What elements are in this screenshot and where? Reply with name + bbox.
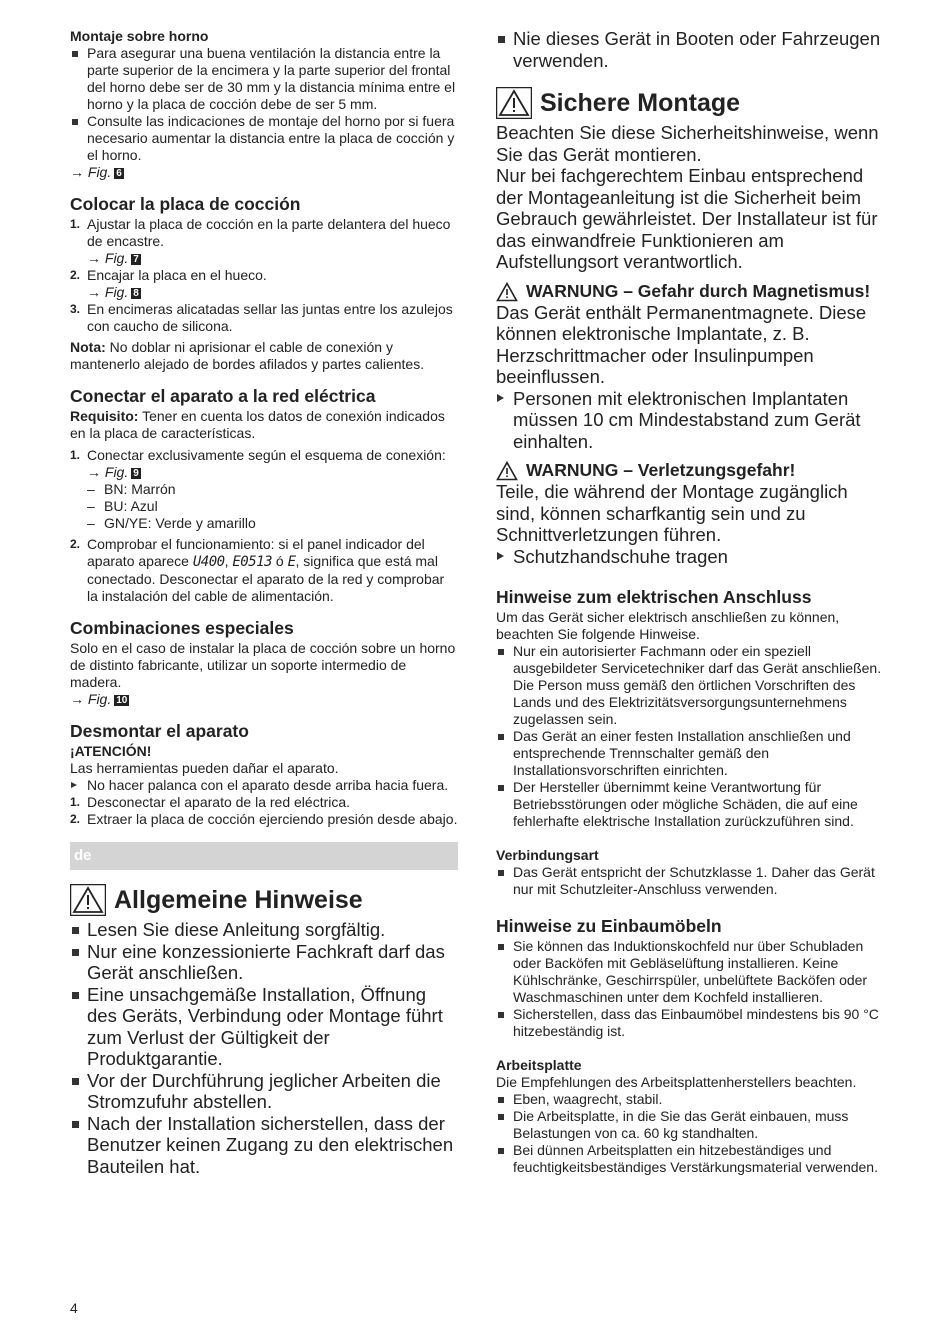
section-title: Allgemeine Hinweise [114, 886, 363, 914]
list-item: – GN/YE: Verde y amarillo [87, 515, 458, 532]
action-list [496, 388, 888, 453]
warning-heading [496, 460, 888, 481]
list-item: Der Hersteller übernimmt keine Verantwortung für Betriebsstörungen oder mögliche Schäden, die auf eine fehlerhafte elektrische Installation zurückzuführen sind. [496, 779, 888, 830]
paragraph: Beachten Sie diese Sicherheitshinweise, wenn Sie das Gerät montieren. [496, 122, 879, 165]
section-elektrischer-anschluss [496, 587, 888, 898]
left-column [70, 28, 458, 1177]
section-heading [496, 87, 888, 119]
attention-label: ¡ATENCIÓN! [70, 743, 152, 759]
numbered-list [70, 216, 458, 335]
figure-reference: → Fig. 8 [87, 284, 139, 300]
list-item: – BN: Marrón [87, 481, 458, 498]
paragraph: Solo en el caso de instalar la placa de cocción sobre un horno de distinto fabricante, utilizar un soporte intermedio de madera. [70, 640, 456, 690]
list-item: Schutzhandschuhe tragen [496, 546, 888, 568]
section-title: Conectar el aparato a la red eléctrica [70, 386, 376, 406]
note: Nota: No doblar ni aprisionar el cable de conexión y mantenerlo alejado de bordes afilados y partes calientes. [70, 339, 425, 372]
section-title: Hinweise zum elektrischen Anschluss [496, 587, 812, 607]
step-number: 3. [70, 302, 81, 316]
warning-heading [496, 281, 888, 302]
warning-title: WARNUNG – Gefahr durch Magnetismus! [526, 280, 871, 301]
display-code: E [287, 554, 296, 570]
step-number: 2. [70, 268, 81, 282]
section-heading [70, 884, 458, 916]
step-number: 1. [70, 217, 81, 231]
step-number: 2. [70, 537, 81, 551]
figure-number: 6 [116, 168, 122, 179]
list-item: 3. En encimeras alicatadas sellar las juntas entre los azulejos con caucho de silicona. [70, 301, 453, 334]
arrow-icon: → [87, 250, 101, 266]
section-einbaumoebel [496, 916, 888, 1176]
list-item: Sie können das Induktionskochfeld nur über Schubladen oder Backöfen mit Gebläselüftung installieren. Keine Kühlschränke, Geschirrspüler, unbelüftete Backöfen oder Waschmaschinen unter dem Kochfeld installieren. [496, 938, 888, 1006]
step-number: 2. [70, 812, 81, 826]
section-title: Hinweise zu Einbaumöbeln [496, 916, 722, 936]
display-code: E0513 [232, 554, 273, 570]
list-item: Bei dünnen Arbeitsplatten ein hitzebeständiges und feuchtigkeitsbeständiges Verstärkungsmaterial verwenden. [496, 1142, 888, 1176]
figure-number: 10 [116, 695, 128, 706]
warning-icon [496, 87, 532, 119]
warning-icon [70, 884, 106, 916]
list-item: Das Gerät entspricht der Schutzklasse 1. Daher das Gerät nur mit Schutzleiter-Anschluss verwenden. [496, 864, 888, 898]
list-item: Eine unsachgemäße Installation, Öffnung des Geräts, Verbindung oder Montage führt zum Verlust der Gültigkeit der Produktgarantie. [70, 984, 458, 1070]
arrow-icon: → [87, 284, 101, 300]
section-title: Desmontar el aparato [70, 721, 249, 741]
bullet-list [496, 643, 888, 830]
paragraph: Das Gerät enthält Permanentmagnete. Diese können elektronische Implantate, z. B. Herzschrittmacher oder Insulinpumpen beeinflussen. [496, 301, 867, 387]
list-item: Nur eine konzessionierte Fachkraft darf das Gerät anschließen. [70, 941, 458, 984]
step-number: 1. [70, 448, 81, 462]
numbered-list [70, 447, 458, 605]
list-item: 1. Conectar exclusivamente según el esquema de conexión: → Fig. 9 – BN: Marrón – BU: Azul – GN/YE: Verde y amarillo [70, 447, 458, 532]
figure-reference: → Fig. 7 [87, 250, 139, 266]
page-number: 4 [70, 1300, 78, 1316]
warning-icon [496, 461, 518, 481]
list-item: 2. Extraer la placa de cocción ejerciendo presión desde abajo. [70, 811, 458, 827]
bullet-list [496, 864, 888, 898]
list-item: Die Arbeitsplatte, in die Sie das Gerät einbauen, muss Belastungen von ca. 60 kg standhalten. [496, 1108, 888, 1142]
section-title: Montaje sobre horno [70, 28, 209, 44]
warning-icon [496, 282, 518, 302]
section-combinaciones [70, 618, 458, 708]
action-list [496, 546, 888, 568]
list-item: Vor der Durchführung jeglicher Arbeiten die Stromzufuhr abstellen. [70, 1070, 458, 1113]
requirement: Requisito: Tener en cuenta los datos de conexión indicados en la placa de características. [70, 408, 445, 441]
section-desmontar [70, 721, 458, 828]
attention-text: Las herramientas pueden dañar el aparato. [70, 760, 339, 776]
list-item: 2. Comprobar el funcionamiento: si el panel indicador del aparato aparece U400, E0513 ó E, significa que está mal conectado. Desconectar el aparato de la red y comprobar la instalación del cable de alimentación. [70, 536, 445, 604]
subsection-title: Arbeitsplatte [496, 1057, 582, 1073]
section-title: Sichere Montage [540, 89, 741, 117]
figure-number: 8 [133, 288, 139, 299]
bullet-list [70, 919, 458, 1177]
figure-number: 7 [133, 254, 139, 265]
list-item: – BU: Azul [87, 498, 458, 515]
step-number: 1. [70, 795, 81, 809]
list-item: Lesen Sie diese Anleitung sorgfältig. [70, 919, 458, 941]
section-colocar [70, 194, 458, 373]
list-item: Das Gerät an einer festen Installation anschließen und entsprechende Trennschalter gemäß den Installationsvorschriften einrichten. [496, 728, 888, 779]
figure-number: 9 [133, 468, 139, 479]
action-list [70, 777, 458, 794]
paragraph: Um das Gerät sicher elektrisch anschließen zu können, beachten Sie folgende Hinweise. [496, 609, 840, 642]
arrow-icon: → [70, 164, 84, 180]
subsection-title: Verbindungsart [496, 847, 599, 863]
paragraph: Nur bei fachgerechtem Einbau entsprechend der Montageanleitung ist die Sicherheit beim Gebrauch gewährleistet. Der Installateur ist für das einwandfreie Funktionieren am Aufstellungsort verantwortlich. [496, 165, 878, 272]
list-item: 1. Ajustar la placa de cocción en la parte delantera del hueco de encastre. → Fig. 7 [70, 216, 451, 266]
language-bar: de [70, 842, 458, 870]
bullet-list [496, 1091, 888, 1176]
numbered-list [70, 794, 458, 828]
paragraph: Die Empfehlungen des Arbeitsplattenherstellers beachten. [496, 1074, 857, 1090]
section-conectar [70, 386, 458, 605]
bullet-list [496, 938, 888, 1040]
figure-reference: → Fig. 6 [70, 164, 122, 180]
list-item: 2. Encajar la placa en el hueco. → Fig. 8 [70, 267, 267, 300]
section-montaje-horno [70, 28, 458, 181]
list-item: Consulte las indicaciones de montaje del horno por si fuera necesario aumentar la distancia entre la placa de cocción y el horno. [70, 113, 458, 164]
bullet-list [496, 28, 888, 71]
list-item: Nie dieses Gerät in Booten oder Fahrzeugen verwenden. [496, 28, 888, 71]
list-item: Para asegurar una buena ventilación la distancia entre la parte superior de la encimera y la parte superior del frontal del horno debe ser de 30 mm y la distancia mínima entre el horno y la placa de cocción debe de ser 5 mm. [70, 45, 458, 113]
arrow-icon: → [87, 464, 101, 480]
list-item: Nach der Installation sicherstellen, dass der Benutzer keinen Zugang zu den elektrischen Bauteilen hat. [70, 1113, 458, 1178]
figure-reference: → Fig. 9 [87, 464, 139, 480]
paragraph: Teile, die während der Montage zugänglich sind, können scharfkantig sein und zu Schnittverletzungen führen. [496, 481, 848, 545]
wire-list [87, 481, 458, 532]
list-item: Nur ein autorisierter Fachmann oder ein speziell ausgebildeter Servicetechniker darf das Gerät anschließen. Die Person muss gemäß den örtlichen Vorschriften des Lands und des Elektrizitätsversorgungsunternehmens zugelassen sein. [496, 643, 888, 728]
list-item: 1. Desconectar el aparato de la red eléctrica. [70, 794, 351, 810]
bullet-list [70, 45, 458, 164]
list-item: Eben, waagrecht, stabil. [496, 1091, 888, 1108]
list-item: No hacer palanca con el aparato desde arriba hacia fuera. [70, 777, 458, 794]
section-title: Colocar la placa de cocción [70, 194, 301, 214]
warning-title: WARNUNG – Verletzungsgefahr! [526, 460, 796, 480]
list-item: Sicherstellen, dass das Einbaumöbel mindestens bis 90 °C hitzebeständig ist. [496, 1006, 888, 1040]
right-column [496, 28, 888, 1176]
figure-reference: → Fig. 10 [70, 691, 128, 707]
section-title: Combinaciones especiales [70, 618, 294, 638]
list-item: Personen mit elektronischen Implantaten müssen 10 cm Mindestabstand zum Gerät einhalten. [496, 388, 888, 453]
arrow-icon: → [70, 691, 84, 707]
display-code: U400 [192, 554, 225, 570]
